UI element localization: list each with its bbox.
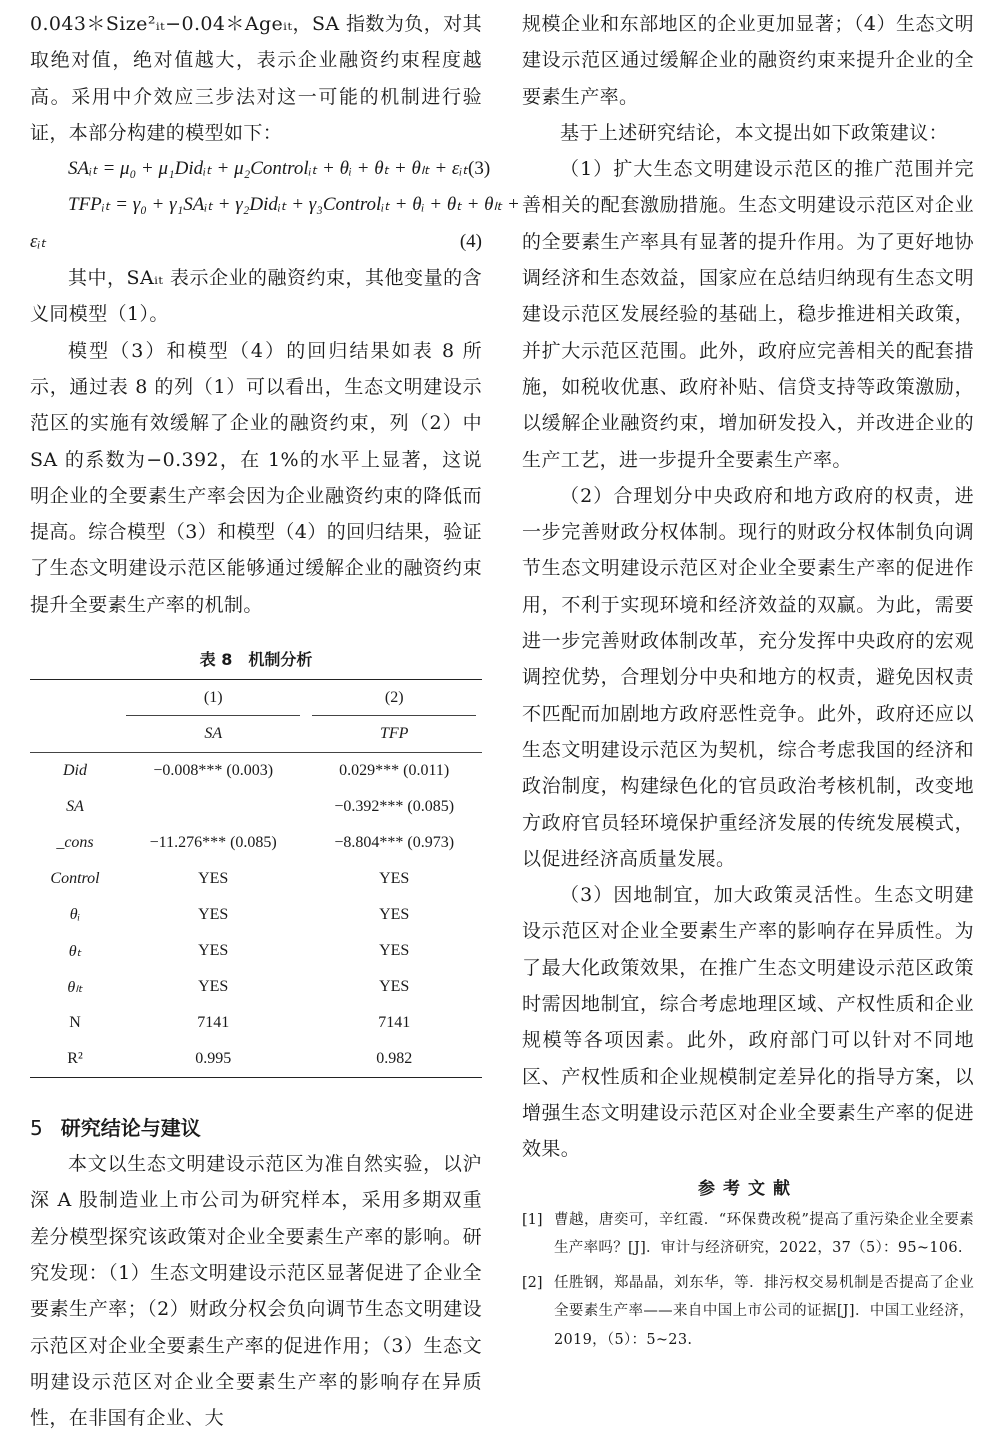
column-header-1: (1) <box>120 680 306 717</box>
reference-number: [1] <box>522 1211 543 1228</box>
reference-item <box>522 1269 974 1355</box>
dependent-variable-1: SA <box>204 725 223 743</box>
row-value-col1: YES <box>198 942 229 960</box>
row-variable: SA <box>66 798 84 816</box>
table-row <box>30 1005 482 1041</box>
table-8-mechanism-analysis <box>30 679 482 1078</box>
table-8-title: 表 8 机制分析 <box>199 650 313 670</box>
section-title: 研究结论与建议 <box>60 1116 201 1141</box>
row-variable: N <box>69 1014 81 1032</box>
table-depvar-row <box>30 716 482 753</box>
equation-4-tail: εᵢₜ <box>30 230 47 252</box>
row-value-col1: −0.008*** (0.003) <box>120 753 306 790</box>
left-column <box>30 6 520 1436</box>
row-variable: R² <box>30 1041 120 1078</box>
reference-text: 曹越，唐奕可，辛红霞．“环保费改税”提高了重污染企业全要素生产率吗？[J]．审计与经济研究，2022，37（5）：95~106. <box>554 1211 974 1256</box>
table-row <box>30 969 482 1005</box>
row-variable: _cons <box>56 834 94 852</box>
right-column <box>522 6 974 1360</box>
table-row <box>30 933 482 969</box>
equation-3-body: SAᵢₜ = μ₀ + μ₁Didᵢₜ + μ₂Controlᵢₜ + θᵢ + θₜ + θₗₜ + εᵢₜ <box>68 158 468 180</box>
equation-3-number: (3) <box>468 158 491 180</box>
paragraph-policy-1: （1）扩大生态文明建设示范区的推广范围并完善相关的配套激励措施。生态文明建设示范区对企业的全要素生产率具有显著的提升作用。为了更好地协调经济和生态效益，国家应在总结归纳现有生态文明建设示范区发展经验的基础上，稳步推进相关政策，并扩大示范区范围。此外，政府应完善相关的配套措施，如税收优惠、政府补贴、信贷支持等政策激励，以缓解企业融资约束，增加研发投入，并改进企业的生产工艺，进一步提升全要素生产率。 <box>522 158 974 471</box>
paragraph-policy-3: （3）因地制宜，加大政策灵活性。生态文明建设示范区对企业全要素生产率的影响存在异质性。为了最大化政策效果，在推广生态文明建设示范区政策时需因地制宜，综合考虑地理区域、产权性质和企业规模等各项因素。此外，政府部门可以针对不同地区、产权性质和企业规模制定差异化的指导方案，以增强生态文明建设示范区对企业全要素生产率的促进效果。 <box>522 884 974 1161</box>
paragraph-variable-definition: 其中，SAᵢₜ 表示企业的融资约束，其他变量的含义同模型（1）。 <box>30 267 482 326</box>
equation-3 <box>30 151 491 187</box>
row-variable: Control <box>50 870 100 888</box>
row-variable: Did <box>30 753 120 790</box>
row-value-col1 <box>120 789 306 825</box>
row-value-col2: 0.982 <box>306 1041 482 1078</box>
row-value-col2: YES <box>379 978 410 996</box>
row-value-col2: 0.029*** (0.011) <box>306 753 482 790</box>
row-value-col2: 7141 <box>378 1014 411 1032</box>
row-value-col1: 0.995 <box>120 1041 306 1078</box>
section-5-heading <box>30 1110 482 1146</box>
table-corner-cell-2 <box>30 716 120 753</box>
paragraph-conclusions-continued: 规模企业和东部地区的企业更加显著；（4）生态文明建设示范区通过缓解企业的融资约束来提升企业的全要素生产率。 <box>522 13 974 108</box>
column-header-2: (2) <box>306 680 482 717</box>
section-number: 5 <box>30 1116 43 1141</box>
table-header-row <box>30 680 482 717</box>
row-value-col2: −0.392*** (0.085) <box>334 798 455 816</box>
row-value-col2: −8.804*** (0.973) <box>334 834 455 852</box>
paragraph-conclusions: 本文以生态文明建设示范区为准自然实验，以沪深 A 股制造业上市公司为研究样本，采用多期双重差分模型探究该政策对企业全要素生产率的影响。研究发现：（1）生态文明建设示范区显著促进了企业全要素生产率；（2）财政分权会负向调节生态文明建设示范区对企业全要素生产率的促进作用；（3）生态文明建设示范区对企业全要素生产率的影响存在异质性，在非国有企业、大 <box>30 1153 482 1430</box>
row-value-col1: YES <box>198 906 229 924</box>
reference-text: 任胜钢，郑晶晶，刘东华，等．排污权交易机制是否提高了企业全要素生产率——来自中国上市公司的证据[J]．中国工业经济，2019，（5）：5~23. <box>554 1274 974 1348</box>
reference-number: [2] <box>522 1274 543 1291</box>
equation-4-continuation <box>30 224 482 260</box>
equation-4 <box>30 187 520 223</box>
row-variable: θᵢ <box>69 906 81 924</box>
row-value-col1: 7141 <box>197 1014 230 1032</box>
paragraph-policy-intro: 基于上述研究结论，本文提出如下政策建议： <box>560 121 949 144</box>
row-value-col2: YES <box>379 906 410 924</box>
table-corner-cell <box>30 680 120 717</box>
equation-4-body: TFPᵢₜ = γ₀ + γ₁SAᵢₜ + γ₂Didᵢₜ + γ₃Controlᵢₜ + θᵢ + θₜ + θₗₜ + <box>68 194 520 216</box>
row-value-col2: YES <box>379 870 410 888</box>
table-row <box>30 861 482 897</box>
row-variable: θₜ <box>68 943 82 961</box>
row-variable: θₗₜ <box>67 979 83 997</box>
row-value-col1: YES <box>198 978 229 996</box>
paragraph-sa-index: 0.043＊Size²ᵢₜ−0.04＊Ageᵢₜ，SA 指数为负，对其取绝对值，绝对值越大，表示企业融资约束程度越高。采用中介效应三步法对这一可能的机制进行验证，本部分构建的模型如下： <box>30 13 482 144</box>
table-row <box>30 789 482 825</box>
table-row <box>30 825 482 861</box>
row-value-col1: YES <box>198 870 229 888</box>
table-row <box>30 897 482 933</box>
paragraph-regression-results: 模型（3）和模型（4）的回归结果如表 8 所示，通过表 8 的列（1）可以看出，生态文明建设示范区的实施有效缓解了企业的融资约束，列（2）中 SA 的系数为−0.392，在 1%的水平上显著，这说明企业的全要素生产率会因为企业融资约束的降低而提高。综合模型（3）和模型（4）的回归结果，验证了生态文明建设示范区能够通过缓解企业的融资约束提升全要素生产率的机制。 <box>30 339 482 616</box>
equation-4-number: (4) <box>459 230 482 252</box>
table-row <box>30 753 482 790</box>
table-row <box>30 1041 482 1078</box>
references-heading: 参考文献 <box>698 1178 798 1199</box>
row-value-col1: −11.276*** (0.085) <box>149 834 277 852</box>
dependent-variable-2: TFP <box>379 725 409 743</box>
paragraph-policy-2: （2）合理划分中央政府和地方政府的权责，进一步完善财政分权体制。现行的财政分权体制负向调节生态文明建设示范区对企业全要素生产率的促进作用，不利于实现环境和经济效益的双赢。为此，需要进一步完善财政体制改革，充分发挥中央政府的宏观调控优势，合理划分中央和地方的权责，避免因权责不匹配而加剧地方政府恶性竞争。此外，政府还应以生态文明建设示范区为契机，综合考虑我国的经济和政治制度，构建绿色化的官员政治考核机制，改变地方政府官员轻环境保护重经济发展的传统发展模式，以促进经济高质量发展。 <box>522 484 974 870</box>
row-value-col2: YES <box>379 942 410 960</box>
reference-item <box>522 1206 974 1263</box>
